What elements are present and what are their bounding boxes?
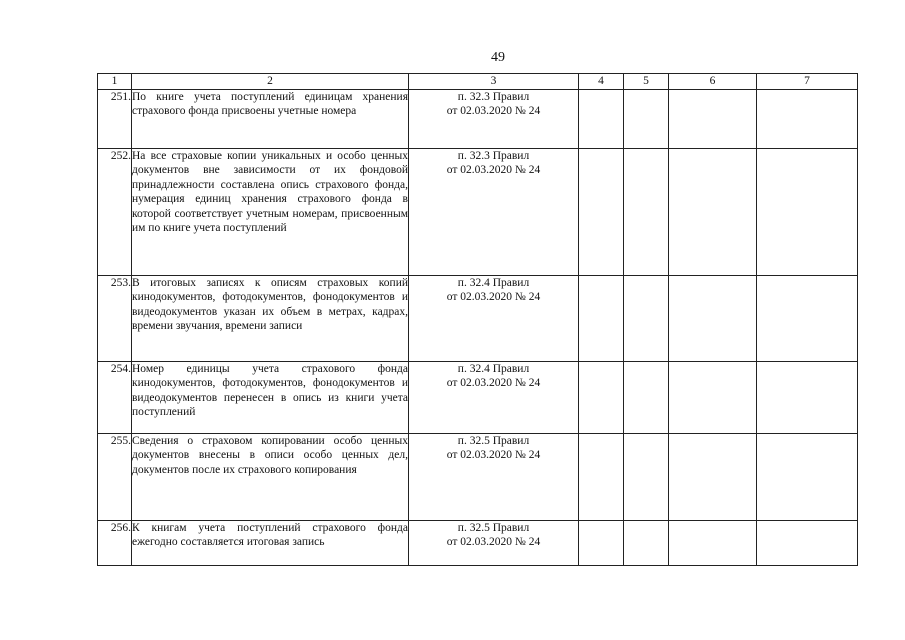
answer-cell xyxy=(624,148,669,275)
legal-reference xyxy=(409,433,579,520)
reference-clause: п. 32.4 Правил xyxy=(457,362,530,375)
column-header: 3 xyxy=(409,74,579,90)
reference-clause: п. 32.3 Правил xyxy=(457,149,530,162)
column-header: 2 xyxy=(132,74,409,90)
reference-date: от 02.03.2020 № 24 xyxy=(446,536,541,548)
answer-cell xyxy=(624,520,669,565)
row-number: 255. xyxy=(98,433,132,520)
reference-date: от 02.03.2020 № 24 xyxy=(446,449,541,461)
reference-clause: п. 32.4 Правил xyxy=(457,276,530,289)
answer-cell xyxy=(757,433,858,520)
answer-cell xyxy=(624,361,669,433)
answer-cell xyxy=(757,275,858,361)
answer-cell xyxy=(624,275,669,361)
legal-reference xyxy=(409,148,579,275)
answer-cell xyxy=(579,89,624,148)
reference-date: от 02.03.2020 № 24 xyxy=(446,164,541,176)
answer-cell xyxy=(669,89,757,148)
requirement-text: Номер единицы учета страхового фонда кинодокументов, фотодокументов, фонодокументов и видеодокументов перенесен в опись из книги учета поступлений xyxy=(132,361,409,433)
row-number: 254. xyxy=(98,361,132,433)
table-row xyxy=(98,275,858,361)
answer-cell xyxy=(757,361,858,433)
column-header: 5 xyxy=(624,74,669,90)
table-row xyxy=(98,361,858,433)
answer-cell xyxy=(579,361,624,433)
answer-cell xyxy=(757,148,858,275)
row-number: 252. xyxy=(98,148,132,275)
answer-cell xyxy=(669,433,757,520)
answer-cell xyxy=(624,89,669,148)
answer-cell xyxy=(669,520,757,565)
reference-clause: п. 32.3 Правил xyxy=(457,90,530,103)
table-row xyxy=(98,148,858,275)
checklist-table xyxy=(97,73,858,566)
requirement-text: В итоговых записях к описям страховых копий кинодокументов, фотодокументов, фонодокументов и видеодокументов указан их объем в метрах, кадрах, времени звучания, времени записи xyxy=(132,275,409,361)
reference-clause: п. 32.5 Правил xyxy=(457,521,530,534)
answer-cell xyxy=(579,433,624,520)
requirement-text: Сведения о страховом копировании особо ценных документов внесены в описи особо ценных дел, документов после их страхового копирования xyxy=(132,433,409,520)
table-row xyxy=(98,433,858,520)
column-header: 7 xyxy=(757,74,858,90)
answer-cell xyxy=(669,361,757,433)
requirement-text: К книгам учета поступлений страхового фонда ежегодно составляется итоговая запись xyxy=(132,520,409,565)
answer-cell xyxy=(579,520,624,565)
table-row xyxy=(98,89,858,148)
requirement-text: На все страховые копии уникальных и особо ценных документов вне зависимости от их фондовой принадлежности составлена опись страхового фонда, нумерация единиц хранения страхового фонда в которой соответствует учетным номерам, присвоенным им по книге учета поступлений xyxy=(132,148,409,275)
requirement-text: По книге учета поступлений единицам хранения страхового фонда присвоены учетные номера xyxy=(132,89,409,148)
answer-cell xyxy=(669,275,757,361)
reference-clause: п. 32.5 Правил xyxy=(457,434,530,447)
legal-reference xyxy=(409,520,579,565)
reference-date: от 02.03.2020 № 24 xyxy=(446,377,541,389)
answer-cell xyxy=(757,520,858,565)
reference-date: от 02.03.2020 № 24 xyxy=(446,291,541,303)
row-number: 256. xyxy=(98,520,132,565)
legal-reference xyxy=(409,89,579,148)
answer-cell xyxy=(669,148,757,275)
legal-reference xyxy=(409,361,579,433)
header-row xyxy=(98,74,858,90)
page-number: 49 xyxy=(491,50,505,65)
row-number: 251. xyxy=(98,89,132,148)
answer-cell xyxy=(757,89,858,148)
row-number: 253. xyxy=(98,275,132,361)
column-header: 1 xyxy=(98,74,132,90)
table-row xyxy=(98,520,858,565)
legal-reference xyxy=(409,275,579,361)
answer-cell xyxy=(624,433,669,520)
answer-cell xyxy=(579,275,624,361)
column-header: 6 xyxy=(669,74,757,90)
answer-cell xyxy=(579,148,624,275)
column-header: 4 xyxy=(579,74,624,90)
reference-date: от 02.03.2020 № 24 xyxy=(446,105,541,117)
